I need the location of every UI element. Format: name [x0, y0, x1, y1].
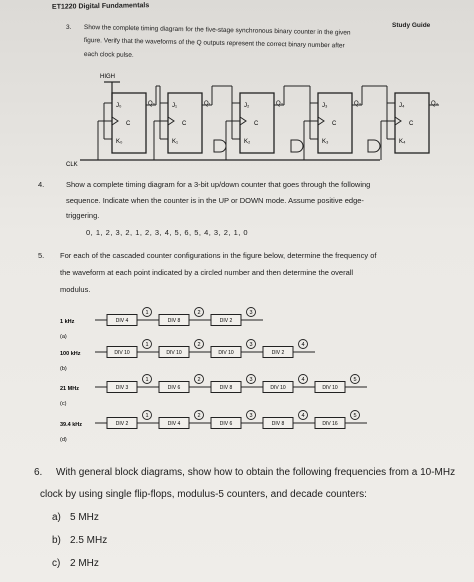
cascade-input-freq: 21 MHz: [60, 386, 79, 392]
ff-k-label-1: K₁: [172, 139, 179, 145]
divider-label: DIV 4: [115, 318, 129, 324]
ff-k-label-0: K₀: [116, 139, 123, 145]
clk-label: CLK: [66, 162, 78, 168]
ff-j-label-0: J₀: [116, 103, 122, 109]
ff-c-label-0: C: [126, 121, 131, 127]
cascade-label: (d): [60, 437, 67, 443]
cascade-input-freq: 1 kHz: [60, 319, 75, 325]
q6-number: 6.: [34, 467, 43, 478]
ff-j-label-3: J₃: [322, 103, 328, 109]
q4-line-1: Show a complete timing diagram for a 3-bit up/down counter that goes through the following: [66, 180, 371, 189]
test-point-number: 2: [197, 310, 201, 316]
test-point-number: 2: [197, 377, 201, 383]
q6-line-2: clock by using single flip-flops, modulus-5 counters, and decade counters:: [40, 489, 367, 500]
test-point-number: 4: [301, 377, 305, 383]
divider-label: DIV 10: [166, 350, 182, 356]
course-header: ET1220 Digital Fundamentals: [51, 2, 150, 11]
test-point-number: 2: [197, 342, 201, 348]
divider-label: DIV 2: [115, 421, 129, 427]
cascade-label: (c): [60, 401, 67, 407]
q6-item-a-letter: a): [52, 512, 61, 523]
test-point-number: 4: [301, 413, 305, 419]
divider-label: DIV 10: [114, 350, 130, 356]
ff-j-label-1: J₁: [172, 103, 178, 109]
q4-number: 4.: [38, 180, 45, 189]
divider-label: DIV 2: [219, 318, 233, 324]
q4-line-2: sequence. Indicate when the counter is in the UP or DOWN mode. Assume positive edge-: [66, 196, 364, 205]
q4-line-3: triggering.: [66, 211, 100, 220]
cascade-input-freq: 39.4 kHz: [60, 422, 83, 428]
divider-label: DIV 8: [167, 318, 181, 324]
ff-q-label-2: Q₂: [276, 101, 283, 107]
test-point-number: 3: [249, 377, 253, 383]
q6-item-b-letter: b): [52, 535, 61, 546]
test-point-number: 1: [145, 377, 149, 383]
ff-c-label-2: C: [254, 121, 259, 127]
ff-j-label-2: J₂: [244, 103, 250, 109]
q5-line-1: For each of the cascaded counter configurations in the figure below, determine the frequency of: [60, 251, 377, 260]
q6-item-b-value: 2.5 MHz: [70, 535, 108, 546]
high-label: HIGH: [100, 74, 115, 80]
ff-q-label-4: Q₄: [431, 101, 439, 107]
cascade-label: (a): [60, 334, 67, 340]
q5-line-2: the waveform at each point indicated by a circled number and then determine the overall: [60, 268, 354, 277]
divider-label: DIV 6: [167, 385, 181, 391]
test-point-number: 1: [145, 310, 149, 316]
q4-sequence: 0, 1, 2, 3, 2, 1, 2, 3, 4, 5, 6, 5, 4, 3, 2, 1, 0: [86, 228, 249, 237]
q6-item-c-letter: c): [52, 558, 61, 569]
cascade-rows: [60, 308, 367, 444]
test-point-number: 1: [145, 342, 149, 348]
test-point-number: 3: [249, 310, 253, 316]
ff-c-label-4: C: [409, 121, 414, 127]
q6-item-a-value: 5 MHz: [70, 512, 99, 523]
divider-label: DIV 10: [322, 385, 338, 391]
q3-line-2: figure. Verify that the waveforms of the Q outputs represent the correct binary number after: [83, 36, 345, 50]
q3-line-1: Show the complete timing diagram for the five-stage synchronous binary counter in the given: [83, 23, 351, 37]
q3-number: 3.: [66, 24, 72, 31]
divider-label: DIV 2: [271, 350, 285, 356]
q6-line-1: With general block diagrams, show how to obtain the following frequencies from a 10-MHz: [56, 467, 456, 478]
divider-label: DIV 16: [322, 421, 338, 427]
divider-label: DIV 8: [219, 385, 233, 391]
q5-number: 5.: [38, 251, 45, 260]
ff-j-label-4: J₄: [399, 103, 405, 109]
divider-label: DIV 6: [219, 421, 233, 427]
divider-label: DIV 4: [167, 421, 181, 427]
ff-q-label-3: Q₃: [354, 101, 362, 107]
test-point-number: 2: [197, 413, 201, 419]
cascade-label: (b): [60, 366, 67, 372]
q3-line-3: each clock pulse.: [83, 50, 134, 59]
test-point-number: 3: [249, 342, 253, 348]
q5-line-3: modulus.: [60, 285, 91, 294]
cascade-input-freq: 100 kHz: [60, 351, 81, 357]
ff-c-label-1: C: [182, 121, 187, 127]
ff-q-label-1: Q₁: [204, 101, 211, 107]
ff-k-label-2: K₂: [244, 139, 251, 145]
divider-label: DIV 8: [271, 421, 285, 427]
test-point-number: 5: [353, 413, 357, 419]
test-point-number: 4: [301, 342, 305, 348]
test-point-number: 3: [249, 413, 253, 419]
q6-item-c-value: 2 MHz: [70, 558, 99, 569]
divider-label: DIV 3: [115, 385, 129, 391]
divider-label: DIV 10: [218, 350, 234, 356]
test-point-number: 5: [353, 377, 357, 383]
ff-k-label-4: K₄: [399, 139, 406, 145]
ff-q-label-0: Q₀: [148, 101, 156, 107]
ff-k-label-3: K₃: [322, 139, 329, 145]
study-guide-label: Study Guide: [392, 22, 431, 29]
divider-label: DIV 10: [270, 385, 286, 391]
ff-c-label-3: C: [332, 121, 337, 127]
test-point-number: 1: [145, 413, 149, 419]
